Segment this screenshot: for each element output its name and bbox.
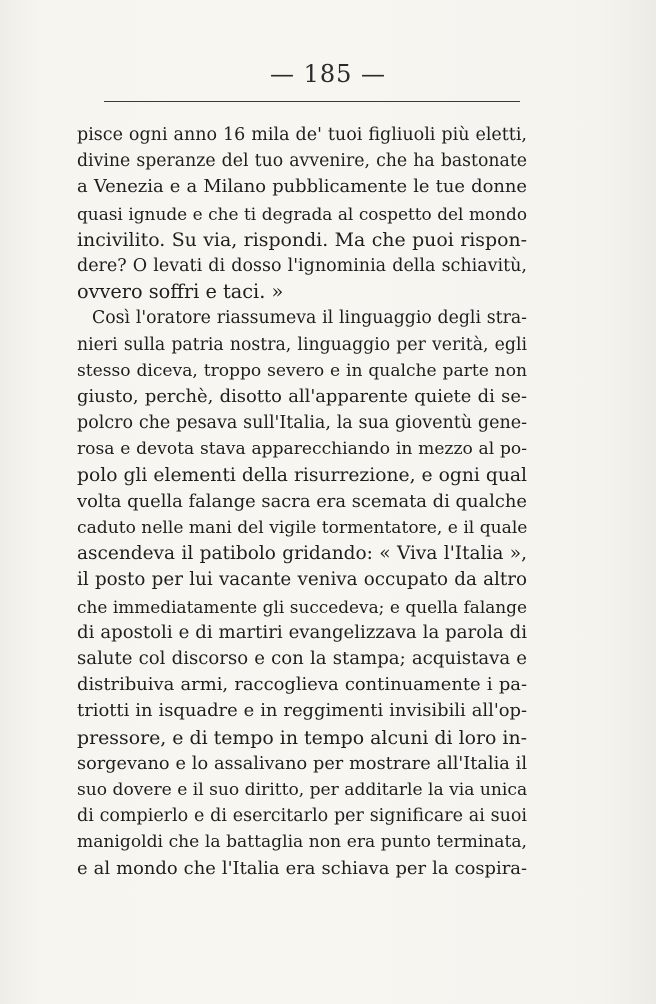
text-line: manigoldi che la battaglia non era punto terminata, [77,832,527,853]
paragraph-first-line: Così l'oratore riassumeva il linguaggio degli stra- [92,308,527,329]
text-line: sorgevano e lo assalivano per mostrare all'Italia il [77,753,527,774]
text-line: pressore, e di tempo in tempo alcuni di loro in- [77,726,527,749]
text-line: di compierlo e di esercitarlo per significare ai suoi [77,806,527,827]
page-number-header: — 185 — [269,60,387,88]
text-line: ovvero soffri e taci. » [77,280,284,304]
text-line: polcro che pesava sull'Italia, la sua gioventù gene- [77,413,527,434]
text-line: giusto, perchè, disotto all'apparente quiete di se- [77,386,527,407]
text-line: pisce ogni anno 16 mila de' tuoi figliuoli più eletti, [77,125,527,145]
text-line: suo dovere e il suo diritto, per additarle la via unica [77,780,528,800]
text-line: quasi ignude e che ti degrada al cospetto del mondo [77,203,527,224]
text-line: ascendeva il patibolo gridando: « Viva l'Italia », [77,543,527,565]
text-line: e al mondo che l'Italia era schiava per la cospira- [77,857,527,879]
text-line: polo gli elementi della risurrezione, e ogni qual [77,464,527,486]
text-line: stesso diceva, troppo severo e in qualche parte non [77,360,527,381]
text-line: nieri sulla patria nostra, linguaggio per verità, egli [77,334,527,355]
text-line: triotti in isquadre e in reggimenti invisibili all'op- [77,700,527,722]
text-line: a Venezia e a Milano pubblicamente le tue donne [77,176,527,198]
text-line: divine speranze del tuo avvenire, che ha bastonate [77,151,527,172]
text-line: dere? O levati di dosso l'ignominia della schiavitù, [77,256,527,276]
header-rule [104,101,520,102]
text-line: salute col discorso e con la stampa; acquistava e [77,648,527,669]
text-line: volta quella falange sacra era scemata di qualche [77,490,528,512]
text-line: di apostoli e di martiri evangelizzava la parola di [77,621,527,643]
text-line: il posto per lui vacante veniva occupato da altro [77,569,527,591]
text-line: distribuiva armi, raccoglieva continuamente i pa- [77,674,527,696]
text-line: rosa e devota stava apparecchiando in mezzo al po- [77,439,527,460]
text-line: caduto nelle mani del vigile tormentatore, e il quale [77,518,528,538]
text-line: incivilito. Su via, rispondi. Ma che puoi rispon- [77,228,527,251]
text-line: che immediatamente gli succedeva; e quella falange [77,596,527,617]
